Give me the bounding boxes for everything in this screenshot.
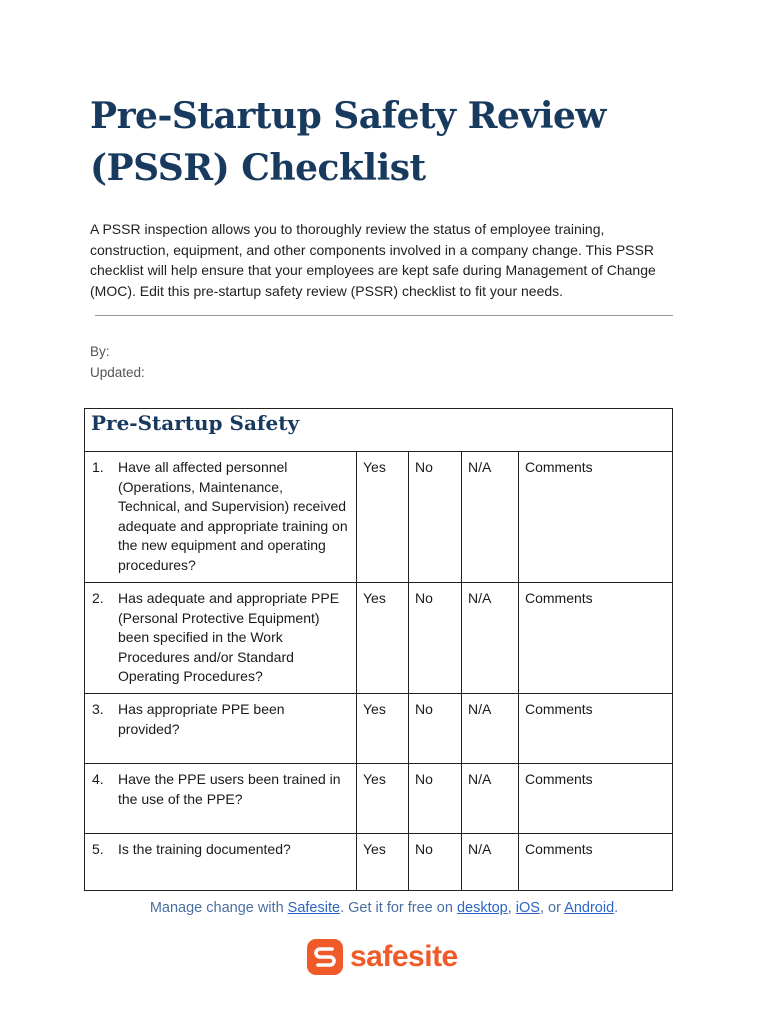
table-row [85, 694, 673, 764]
question-text: Have the PPE users been trained in the use of the PPE? [118, 771, 341, 807]
question-cell [85, 764, 357, 834]
question-number: 4. [92, 771, 104, 787]
table-row [85, 583, 673, 694]
safesite-logo-icon [307, 939, 343, 975]
safesite-logo-text: safesite [350, 940, 458, 973]
by-label: By: [90, 344, 110, 359]
na-option[interactable]: N/A [462, 452, 519, 583]
page-title: Pre-Startup Safety Review (PSSR) Checklist [90, 95, 606, 189]
yes-option[interactable]: Yes [357, 583, 409, 694]
safesite-link[interactable]: Safesite [287, 900, 341, 916]
question-cell [85, 452, 357, 583]
yes-option[interactable]: Yes [357, 834, 409, 891]
question-cell [85, 834, 357, 891]
question-text: Has appropriate PPE been provided? [118, 701, 285, 737]
yes-option[interactable]: Yes [357, 694, 409, 764]
android-link[interactable]: Android [564, 900, 615, 916]
comments-field[interactable]: Comments [519, 694, 673, 764]
question-text: Is the training documented? [118, 841, 291, 857]
yes-option[interactable]: Yes [357, 452, 409, 583]
footer-sep: , or [539, 900, 565, 916]
table-row [85, 452, 673, 583]
intro-paragraph: A PSSR inspection allows you to thoroughly review the status of employee training, construction, equipment, and other components involved in a company change. This PSSR checklist will help ensure that your employees are kept safe during Management of Change (MOC). Edit this pre-startup safety review (PSSR) checklist to fit your needs. [90, 221, 656, 299]
comments-field[interactable]: Comments [519, 764, 673, 834]
na-option[interactable]: N/A [462, 764, 519, 834]
updated-label: Updated: [90, 365, 145, 380]
safesite-logo[interactable] [307, 937, 458, 977]
footer-sep: , [507, 900, 516, 916]
comments-field[interactable]: Comments [519, 452, 673, 583]
no-option[interactable]: No [409, 764, 462, 834]
table-row [85, 834, 673, 891]
question-number: 1. [92, 459, 104, 475]
question-number: 5. [92, 841, 104, 857]
footer-middle: . Get it for free on [340, 900, 457, 916]
table-row [85, 764, 673, 834]
no-option[interactable]: No [409, 452, 462, 583]
yes-option[interactable]: Yes [357, 764, 409, 834]
footer-prefix: Manage change with [149, 900, 288, 916]
ios-link[interactable]: iOS [515, 900, 540, 916]
question-cell [85, 694, 357, 764]
na-option[interactable]: N/A [462, 583, 519, 694]
no-option[interactable]: No [409, 834, 462, 891]
question-cell [85, 583, 357, 694]
comments-field[interactable]: Comments [519, 834, 673, 891]
question-text: Has adequate and appropriate PPE (Personal Protective Equipment) been specified in the Work Procedures and/or Standard Operating Procedures? [118, 590, 340, 684]
divider [95, 315, 673, 316]
footer-suffix: . [614, 900, 619, 916]
na-option[interactable]: N/A [462, 834, 519, 891]
no-option[interactable]: No [409, 694, 462, 764]
question-text: Have all affected personnel (Operations, Maintenance, Technical, and Supervision) received adequate and appropriate training on the new equipment and operating procedures? [118, 459, 348, 573]
question-number: 2. [92, 590, 104, 606]
footer-promo [0, 900, 768, 916]
comments-field[interactable]: Comments [519, 583, 673, 694]
no-option[interactable]: No [409, 583, 462, 694]
desktop-link[interactable]: desktop [456, 900, 508, 916]
checklist-table [84, 408, 673, 891]
na-option[interactable]: N/A [462, 694, 519, 764]
section-title: Pre-Startup Safety [85, 409, 673, 452]
question-number: 3. [92, 701, 104, 717]
